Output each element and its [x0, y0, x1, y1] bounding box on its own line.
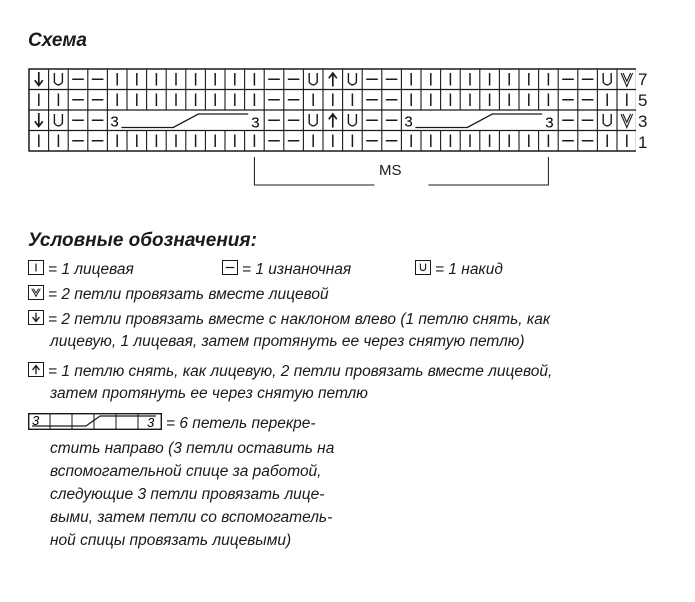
cable-label-left: 3: [110, 113, 119, 131]
cable-label-left: 3: [404, 113, 413, 131]
chart-cell-yo: [309, 73, 317, 85]
legend-dec-left-cont: лицевую, 1 лицевая, затем протянуть ее через снятую петлю): [50, 333, 525, 350]
legend-knit: = 1 лицевая: [28, 258, 134, 282]
chart-cell-up: [329, 73, 337, 87]
pattern-repeat-label: MS: [379, 162, 402, 179]
k2tog-symbol-icon: [28, 285, 44, 300]
chart-cell-yo: [348, 114, 356, 126]
chart-title: Схема: [28, 30, 88, 51]
chart-cell-up: [329, 114, 337, 128]
row-number-5: 5: [638, 91, 648, 110]
legend-purl: = 1 изнаночная: [222, 258, 351, 282]
legend-title: Условные обозначения:: [28, 230, 257, 251]
legend-k2tog: = 2 петли провязать вместе лицевой: [28, 283, 329, 307]
legend-double-decrease: = 1 петлю снять, как лицевую, 2 петли провязать вместе лицевой,: [28, 360, 552, 384]
chart-cell-yo: [54, 73, 62, 85]
chart-cell-yo: [54, 114, 62, 126]
ms-bracket-left: [254, 157, 374, 185]
legend-cable-line5: выми, затем петли со вспомогатель-: [50, 509, 333, 526]
knitting-chart: [28, 68, 636, 188]
yarn-over-symbol-icon: [415, 260, 431, 275]
ms-bracket-right: [428, 157, 548, 185]
row-number-1: 1: [638, 133, 648, 152]
chart-cell-cable: [110, 114, 259, 132]
chart-cell-cable: [404, 114, 553, 132]
legend-double-decrease-cont: затем протянуть ее через снятую петлю: [50, 385, 368, 402]
row-number-3: 3: [638, 112, 648, 131]
legend-dec-left: = 2 петли провязать вместе с наклоном влево (1 петлю снять, как: [28, 308, 550, 332]
row-number-7: 7: [638, 70, 648, 89]
legend-cable: 3 3 = 6 петель перекре-: [28, 412, 316, 436]
chart-cell-k2tog: [621, 114, 633, 128]
legend-cable-line3: вспомогательной спице за работой,: [50, 463, 322, 480]
purl-symbol-icon: [222, 260, 238, 275]
cable-label-left: 3: [32, 413, 40, 429]
chart-cell-yo: [309, 114, 317, 126]
cable-label-right: 3: [545, 114, 554, 132]
double-decrease-symbol-icon: [28, 362, 44, 377]
legend-yo: = 1 накид: [415, 258, 503, 282]
legend-cable-line4: следующие 3 петли провязать лице-: [50, 486, 325, 503]
cable-symbol-icon: [28, 413, 162, 430]
left-decrease-symbol-icon: [28, 310, 44, 325]
cable-crossing-line: [121, 114, 248, 128]
cable-label-right: 3: [251, 114, 260, 132]
legend-cable-line6: ной спицы провязать лицевыми): [50, 532, 292, 549]
chart-cell-k2tog: [621, 73, 633, 87]
chart-cell-yo: [348, 73, 356, 85]
cable-label-right: 3: [147, 415, 155, 431]
chart-cell-yo: [603, 114, 611, 126]
chart-cell-yo: [603, 73, 611, 85]
chart-cell-dec-left: [35, 113, 43, 127]
legend-cable-line2: стить направо (3 петли оставить на: [50, 440, 335, 457]
cable-crossing-line: [415, 114, 542, 128]
knit-symbol-icon: [28, 260, 44, 275]
chart-cell-dec-left: [35, 72, 43, 86]
